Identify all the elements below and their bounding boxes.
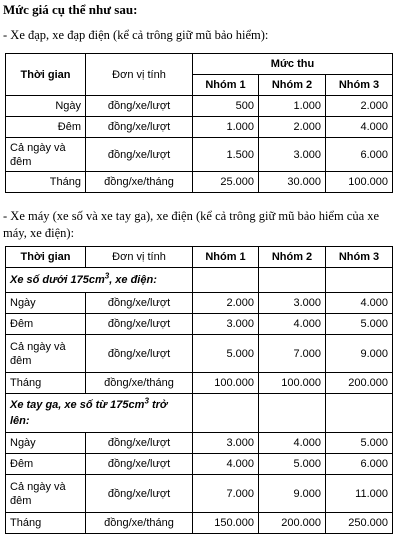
- unit-cell: đồng/xe/lượt: [86, 433, 193, 454]
- section-b-title-suffix: trở lên:: [10, 399, 168, 427]
- time-cell: Ngày: [6, 433, 86, 454]
- time-cell: Ngày: [6, 293, 86, 314]
- fee-cell: 100.000: [193, 373, 259, 394]
- table-row: [6, 172, 393, 193]
- table-row: [6, 454, 393, 475]
- fee-cell: 7.000: [259, 335, 326, 373]
- col-time-header: Thời gian: [6, 247, 86, 268]
- page-heading: Mức giá cụ thể như sau:: [3, 2, 138, 17]
- unit-cell: đồng/xe/lượt: [86, 314, 193, 335]
- fee-cell: 25.000: [193, 172, 259, 193]
- fee-cell: 150.000: [193, 513, 259, 534]
- motorbike-intro: - Xe máy (xe số và xe tay ga), xe điện (kể cả trông giữ mũ bảo hiểm của xe máy, xe điện):: [3, 209, 380, 240]
- time-cell: Tháng: [6, 373, 86, 394]
- section-header-row: [6, 394, 393, 433]
- fee-cell: 100.000: [326, 172, 393, 193]
- table-row: [6, 335, 393, 373]
- group-3-header: Nhóm 3: [326, 247, 393, 268]
- fee-cell: 250.000: [326, 513, 393, 534]
- fee-cell: 5.000: [259, 454, 326, 475]
- table-row: [6, 475, 393, 513]
- table-row: [6, 314, 393, 335]
- unit-cell: đồng/xe/tháng: [86, 172, 193, 193]
- time-cell: Cả ngày và đêm: [6, 138, 86, 172]
- fee-cell: 9.000: [326, 335, 393, 373]
- group-3-header: Nhóm 3: [326, 75, 393, 96]
- table-row: [6, 293, 393, 314]
- table-row: [6, 138, 393, 172]
- empty-cell: [193, 394, 259, 433]
- unit-cell: đồng/xe/lượt: [86, 475, 193, 513]
- table-header-row: [6, 54, 393, 75]
- table-row: [6, 96, 393, 117]
- fee-cell: 1.000: [259, 96, 326, 117]
- section-a-title: [6, 268, 193, 293]
- time-cell: Cả ngày và đêm: [6, 335, 86, 373]
- time-cell: Đêm: [6, 314, 86, 335]
- time-cell: Cả ngày và đêm: [6, 475, 86, 513]
- fee-cell: 2.000: [326, 96, 393, 117]
- section-b-title: [6, 394, 193, 433]
- empty-cell: [259, 394, 326, 433]
- time-cell: Tháng: [6, 172, 86, 193]
- fee-cell: 5.000: [326, 314, 393, 335]
- bicycle-fee-table: [5, 53, 393, 193]
- group-2-header: Nhóm 2: [259, 247, 326, 268]
- fee-cell: 4.000: [326, 293, 393, 314]
- fee-cell: 200.000: [259, 513, 326, 534]
- time-cell: Đêm: [6, 454, 86, 475]
- section-b-title-sup: 3: [144, 396, 149, 406]
- unit-cell: đồng/xe/tháng: [86, 373, 193, 394]
- fee-cell: 11.000: [326, 475, 393, 513]
- empty-cell: [259, 268, 326, 293]
- bicycle-intro: - Xe đạp, xe đạp điện (kể cả trông giữ mũ bảo hiểm):: [3, 28, 269, 42]
- empty-cell: [193, 268, 259, 293]
- section-b-title-text: Xe tay ga, xe số từ 175cm: [10, 399, 145, 411]
- time-cell: Đêm: [6, 117, 86, 138]
- fee-cell: 1.000: [193, 117, 259, 138]
- fee-cell: 3.000: [259, 138, 326, 172]
- col-time-header: Thời gian: [6, 54, 86, 96]
- section-a-title-suffix: , xe điện:: [109, 274, 157, 286]
- fee-cell: 500: [193, 96, 259, 117]
- section-a-title-text: Xe số dưới 175cm: [10, 274, 105, 286]
- table-header-row: [6, 247, 393, 268]
- fee-cell: 3.000: [259, 293, 326, 314]
- fee-cell: 2.000: [193, 293, 259, 314]
- fee-cell: 4.000: [326, 117, 393, 138]
- unit-cell: đồng/xe/lượt: [86, 117, 193, 138]
- fee-cell: 200.000: [326, 373, 393, 394]
- unit-cell: đồng/xe/lượt: [86, 454, 193, 475]
- fee-cell: 5.000: [326, 433, 393, 454]
- fee-cell: 4.000: [259, 433, 326, 454]
- fee-cell: 4.000: [259, 314, 326, 335]
- table-row: [6, 513, 393, 534]
- fee-cell: 6.000: [326, 454, 393, 475]
- fee-cell: 9.000: [259, 475, 326, 513]
- group-2-header: Nhóm 2: [259, 75, 326, 96]
- section-header-row: [6, 268, 393, 293]
- table-row: [6, 117, 393, 138]
- table-row: [6, 433, 393, 454]
- fee-cell: 7.000: [193, 475, 259, 513]
- col-unit-header: Đơn vị tính: [86, 247, 193, 268]
- empty-cell: [326, 394, 393, 433]
- empty-cell: [326, 268, 393, 293]
- fee-cell: 3.000: [193, 433, 259, 454]
- unit-cell: đồng/xe/lượt: [86, 335, 193, 373]
- section-a-title-sup: 3: [104, 271, 110, 281]
- unit-cell: đồng/xe/lượt: [86, 293, 193, 314]
- fee-cell: 100.000: [259, 373, 326, 394]
- time-cell: Tháng: [6, 513, 86, 534]
- fee-cell: 2.000: [259, 117, 326, 138]
- col-fee-header: Mức thu: [193, 54, 393, 75]
- col-unit-header: Đơn vị tính: [86, 54, 193, 96]
- table-row: [6, 373, 393, 394]
- fee-cell: 6.000: [326, 138, 393, 172]
- time-cell: Ngày: [6, 96, 86, 117]
- unit-cell: đồng/xe/lượt: [86, 138, 193, 172]
- fee-cell: 3.000: [193, 314, 259, 335]
- unit-cell: đồng/xe/lượt: [86, 96, 193, 117]
- unit-cell: đồng/xe/tháng: [86, 513, 193, 534]
- group-1-header: Nhóm 1: [193, 75, 259, 96]
- fee-cell: 5.000: [193, 335, 259, 373]
- fee-cell: 1.500: [193, 138, 259, 172]
- motorbike-fee-table: [5, 246, 393, 534]
- fee-cell: 30.000: [259, 172, 326, 193]
- fee-cell: 4.000: [193, 454, 259, 475]
- group-1-header: Nhóm 1: [193, 247, 259, 268]
